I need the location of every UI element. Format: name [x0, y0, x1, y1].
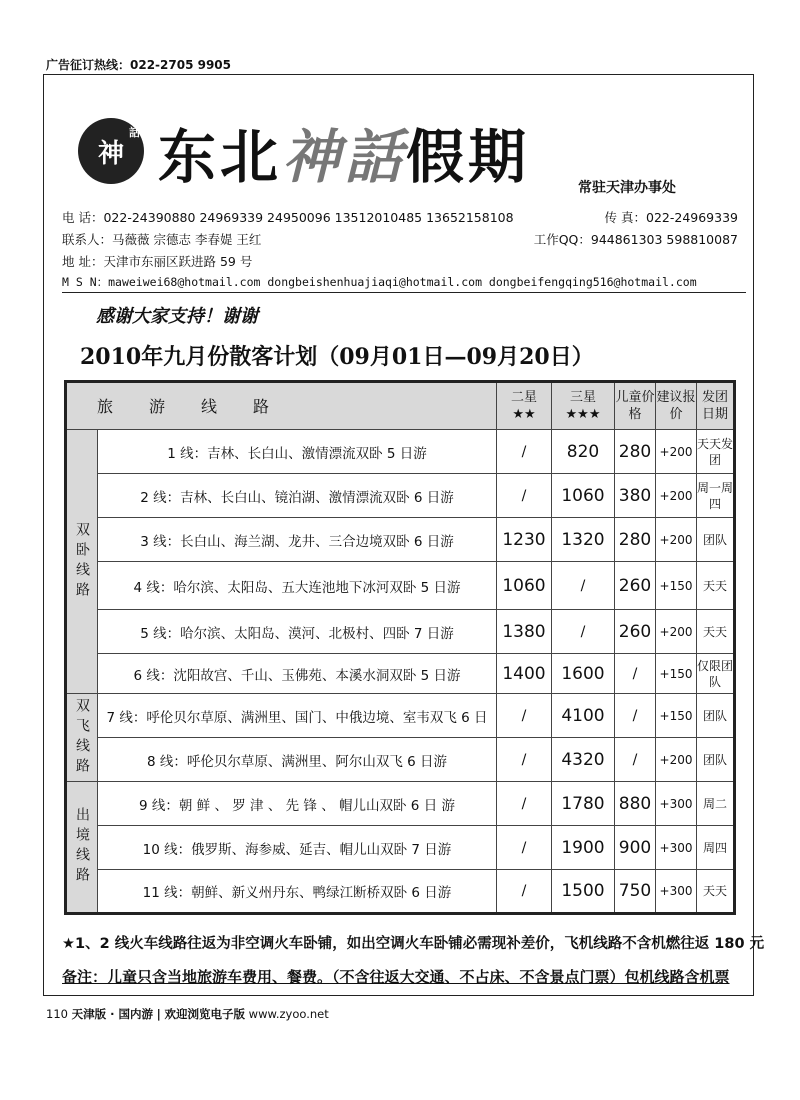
route-cell: 8 线：呼伦贝尔草原、满洲里、阿尔山双飞 6 日游	[98, 738, 497, 782]
two-star-cell: 1230	[497, 518, 552, 562]
footer	[46, 1006, 329, 1022]
departure-cell: 天天	[697, 870, 735, 914]
footer-page: 110	[46, 1007, 68, 1021]
child-price-cell: 750	[615, 870, 656, 914]
thanks-banner: 感谢大家支持！谢谢	[96, 306, 258, 327]
child-price-cell: 900	[615, 826, 656, 870]
brand-part-3: 假期	[406, 123, 531, 191]
two-star-cell: /	[497, 430, 552, 474]
three-star-cell: 1780	[552, 782, 615, 826]
two-star-cell: /	[497, 782, 552, 826]
table-row	[66, 562, 735, 610]
table-row	[66, 518, 735, 562]
route-cell: 1 线：吉林、长白山、激情漂流双卧 5 日游	[98, 430, 497, 474]
two-star-cell: 1060	[497, 562, 552, 610]
contact-people: 联系人：马薇薇 宗德志 李春媞 王红	[62, 232, 262, 247]
three-star-cell: 1500	[552, 870, 615, 914]
header-three-star-label: 三星	[569, 390, 596, 405]
departure-cell: 周一周四	[697, 474, 735, 518]
departure-cell: 仅限团队	[697, 654, 735, 694]
footer-site: www.zyoo.net	[248, 1007, 329, 1021]
departure-cell: 天天	[697, 610, 735, 654]
route-cell: 2 线：吉林、长白山、镜泊湖、激情漂流双卧 6 日游	[98, 474, 497, 518]
child-price-cell: /	[615, 738, 656, 782]
header-three-star	[552, 382, 615, 430]
suggest-price-cell: +150	[656, 562, 697, 610]
three-star-cell: 4320	[552, 738, 615, 782]
header-three-star-sub: ★★★	[565, 407, 601, 422]
two-star-cell: 1400	[497, 654, 552, 694]
route-cell: 4 线：哈尔滨、太阳岛、五大连池地下冰河双卧 5 日游	[98, 562, 497, 610]
msn-line: M S N：maweiwei68@hotmail.com dongbeishenhuajiaqi@hotmail.com dongbeifengqing516@hotmail.com	[62, 275, 697, 289]
table-row	[66, 738, 735, 782]
three-star-cell: 1900	[552, 826, 615, 870]
office-label: 常驻天津办事处	[578, 180, 676, 196]
group-label: 双飞线路	[66, 694, 98, 782]
three-star-cell: 4100	[552, 694, 615, 738]
seal-char: 神	[97, 138, 124, 169]
group-label: 出境线路	[66, 782, 98, 914]
departure-cell: 团队	[697, 518, 735, 562]
suggest-price-cell: +300	[656, 826, 697, 870]
table-row	[66, 474, 735, 518]
two-star-cell: /	[497, 694, 552, 738]
route-cell: 3 线：长白山、海兰湖、龙井、三合边境双卧 6 日游	[98, 518, 497, 562]
suggest-price-cell: +200	[656, 738, 697, 782]
three-star-cell: 1060	[552, 474, 615, 518]
suggest-price-cell: +200	[656, 474, 697, 518]
table-header-row	[66, 382, 735, 430]
route-cell: 10 线：俄罗斯、海参威、延吉、帽儿山双卧 7 日游	[98, 826, 497, 870]
footer-edition: 天津版 · 国内游	[71, 1007, 153, 1021]
child-price-cell: 260	[615, 610, 656, 654]
two-star-cell: /	[497, 870, 552, 914]
child-price-cell: 880	[615, 782, 656, 826]
footer-welcome: 欢迎浏览电子版	[164, 1007, 246, 1021]
departure-cell: 团队	[697, 738, 735, 782]
three-star-cell: 1320	[552, 518, 615, 562]
suggest-price-cell: +150	[656, 694, 697, 738]
route-cell: 7 线：呼伦贝尔草原、满洲里、国门、中俄边境、室韦双飞 6 日	[98, 694, 497, 738]
departure-cell: 天天	[697, 562, 735, 610]
three-star-cell: 1600	[552, 654, 615, 694]
child-price-cell: 280	[615, 518, 656, 562]
suggest-price-cell: +200	[656, 610, 697, 654]
header-suggest: 建议报价	[656, 382, 697, 430]
qq-line: 工作QQ：944861303 598810087	[533, 232, 738, 247]
header-two-star-label: 二星	[510, 390, 537, 405]
suggest-price-cell: +300	[656, 870, 697, 914]
footer-sep: |	[156, 1007, 161, 1021]
table-row	[66, 870, 735, 914]
suggest-price-cell: +200	[656, 430, 697, 474]
header-two-star	[497, 382, 552, 430]
fax-line: 传 真：022-24969339	[604, 210, 738, 225]
header-route: 旅游线路	[66, 382, 497, 430]
header-two-star-sub: ★★	[512, 407, 536, 422]
route-cell: 6 线：沈阳故宫、千山、玉佛苑、本溪水洞双卧 5 日游	[98, 654, 497, 694]
address-line: 地 址：天津市东丽区跃进路 59 号	[62, 254, 253, 269]
departure-cell: 周四	[697, 826, 735, 870]
departure-cell: 天天发团	[697, 430, 735, 474]
two-star-cell: /	[497, 826, 552, 870]
child-price-cell: 380	[615, 474, 656, 518]
brand-part-2: 神話	[282, 123, 407, 191]
table-row	[66, 430, 735, 474]
table-row	[66, 610, 735, 654]
route-cell: 11 线：朝鲜、新义州丹东、鸭绿江断桥双卧 6 日游	[98, 870, 497, 914]
three-star-cell: /	[552, 610, 615, 654]
two-star-cell: /	[497, 474, 552, 518]
child-price-cell: /	[615, 694, 656, 738]
child-price-cell: 260	[615, 562, 656, 610]
suggest-price-cell: +200	[656, 518, 697, 562]
brand-title	[158, 110, 530, 194]
brand-part-1: 东北	[158, 123, 283, 191]
three-star-cell: 820	[552, 430, 615, 474]
table-row	[66, 782, 735, 826]
header-departure: 发团日期	[697, 382, 735, 430]
note-train: ★1、2 线火车线路往返为非空调火车卧铺，如出空调火车卧铺必需现补差价，飞机线路不含机燃往返 180 元	[62, 936, 765, 952]
note-remark: 备注：儿童只含当地旅游车费用、餐费。（不含往返大交通、不占床、不含景点门票）包机线路含机票	[62, 968, 730, 986]
ad-hotline: 广告征订热线：022-2705 9905	[46, 58, 232, 72]
divider	[62, 292, 746, 293]
departure-cell: 周二	[697, 782, 735, 826]
plan-title: 2010年九月份散客计划（09月01日—09月20日）	[80, 344, 594, 370]
child-price-cell: /	[615, 654, 656, 694]
child-price-cell: 280	[615, 430, 656, 474]
departure-cell: 团队	[697, 694, 735, 738]
two-star-cell: 1380	[497, 610, 552, 654]
route-cell: 9 线：朝 鲜 、 罗 津 、 先 锋 、 帽儿山双卧 6 日 游	[98, 782, 497, 826]
two-star-cell: /	[497, 738, 552, 782]
suggest-price-cell: +300	[656, 782, 697, 826]
group-label: 双卧线路	[66, 430, 98, 694]
seal-small-char: 話	[129, 126, 140, 139]
table-row	[66, 826, 735, 870]
route-cell: 5 线：哈尔滨、太阳岛、漠河、北极村、四卧 7 日游	[98, 610, 497, 654]
suggest-price-cell: +150	[656, 654, 697, 694]
routes-table	[64, 380, 736, 915]
three-star-cell: /	[552, 562, 615, 610]
phone-line: 电 话：022-24390880 24969339 24950096 13512010485 13652158108	[62, 210, 514, 225]
header-child: 儿童价格	[615, 382, 656, 430]
table-row	[66, 694, 735, 738]
brand-seal-logo	[78, 118, 144, 184]
table-row	[66, 654, 735, 694]
